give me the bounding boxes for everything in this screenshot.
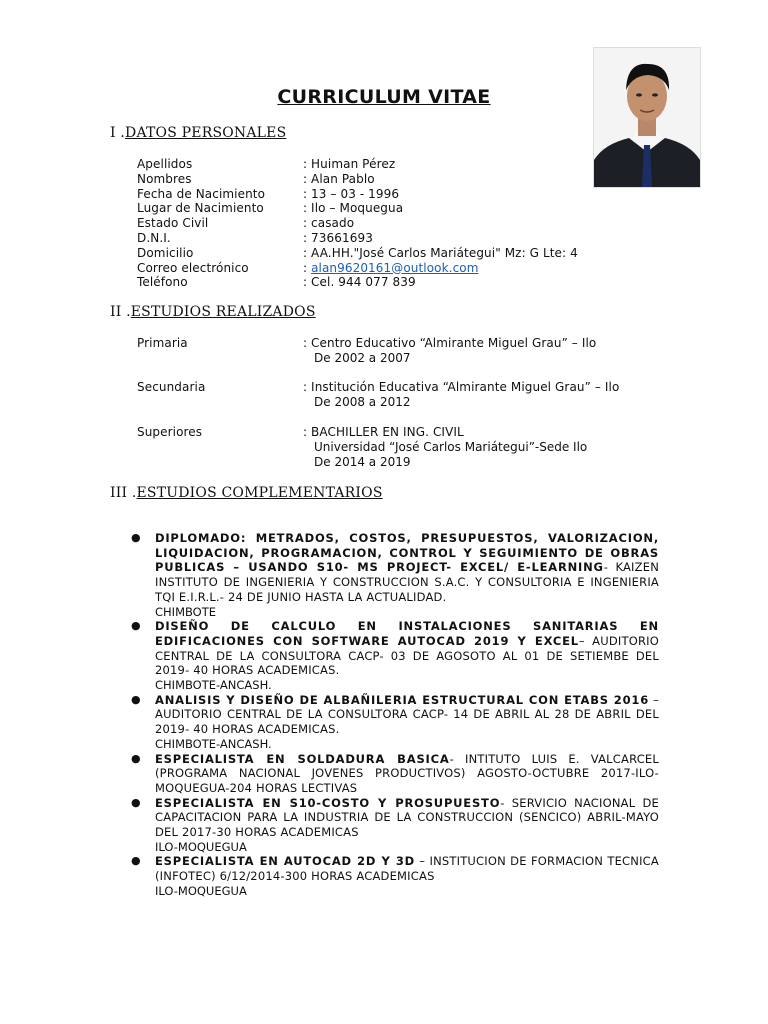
field-value xyxy=(303,157,395,172)
bullet-icon: ● xyxy=(131,692,141,706)
field-value-text: : xyxy=(303,260,312,275)
study-detail: Universidad “José Carlos Mariátegui”-Sede Ilo xyxy=(314,440,588,454)
course-title: ESPECIALISTA EN SOLDADURA BASICA xyxy=(155,751,450,766)
field-value-text: : casado xyxy=(303,216,355,231)
course-place: ILO-MOQUEGUA xyxy=(155,883,247,898)
email-link[interactable]: alan9620161@outlook.com xyxy=(311,260,479,275)
course-place: CHIMBOTE-ANCASH. xyxy=(155,736,272,751)
field-value-text: : Alan Pablo xyxy=(303,171,375,186)
personal-row xyxy=(137,275,416,290)
bullet-icon: ● xyxy=(131,795,141,809)
field-label: Lugar de Nacimiento xyxy=(137,201,264,216)
course-title: DISEÑO DE CALCULO EN INSTALACIONES SANITARIAS EN EDIFICACIONES CON SOFTWARE AUTOCAD 2019 Y EXCEL xyxy=(155,619,659,648)
field-value xyxy=(303,275,416,290)
field-value-text: : Huiman Pérez xyxy=(303,157,396,171)
study-row xyxy=(137,336,596,351)
personal-row xyxy=(137,231,373,246)
item-text xyxy=(155,752,659,796)
section-number: II . xyxy=(110,304,131,320)
bullet-icon: ● xyxy=(131,531,141,544)
course-title: ESPECIALISTA EN AUTOCAD 2D Y 3D xyxy=(155,854,415,869)
study-row xyxy=(137,380,619,395)
personal-row xyxy=(137,216,354,231)
field-value xyxy=(303,246,578,261)
field-label: Fecha de Nacimiento xyxy=(137,186,266,201)
item-text xyxy=(155,693,659,737)
course-title: ANALISIS Y DISEÑO DE ALBAÑILERIA ESTRUCTURAL CON ETABS 2016 xyxy=(155,692,650,707)
list-item xyxy=(131,619,659,693)
list-item xyxy=(131,531,659,619)
study-detail: De 2002 a 2007 xyxy=(314,351,411,365)
list-item xyxy=(131,752,659,796)
list-item xyxy=(131,796,659,855)
section-title-complementary xyxy=(110,485,383,501)
section-name: ESTUDIOS REALIZADOS xyxy=(130,304,316,320)
field-value xyxy=(303,261,479,276)
section-title-studies xyxy=(110,304,316,320)
bullet-icon: ● xyxy=(131,854,141,868)
study-level: Superiores xyxy=(137,425,203,439)
list-item xyxy=(131,854,659,898)
study-institution: : Centro Educativo “Almirante Miguel Grau” – Ilo xyxy=(303,336,597,350)
field-label: Correo electrónico xyxy=(137,260,249,275)
field-value-text: : Ilo – Moquegua xyxy=(303,201,404,216)
course-detail: - SERVICIO NACIONAL DE CAPACITACION PARA LA INDUSTRIA DE LA CONSTRUCCION (SENCICO) ABRIL-MAYO DEL 2017-30 HORAS ACADEMICAS xyxy=(155,795,660,840)
field-value-text: : AA.HH."José Carlos Mariátegui" Mz: G Lte: 4 xyxy=(303,245,578,260)
bullet-icon: ● xyxy=(131,619,141,633)
profile-photo xyxy=(593,47,701,188)
field-label: Estado Civil xyxy=(137,216,209,231)
field-value xyxy=(303,231,373,246)
personal-row xyxy=(137,172,375,187)
field-label: Domicilio xyxy=(137,245,194,260)
field-value-text: : 73661693 xyxy=(303,231,373,245)
complementary-studies-list xyxy=(131,531,659,899)
study-detail: De 2014 a 2019 xyxy=(314,455,411,469)
item-text xyxy=(155,619,659,678)
field-label: Nombres xyxy=(137,171,192,186)
course-place: ILO-MOQUEGUA xyxy=(155,839,247,854)
course-detail: - INTITUTO LUIS E. VALCARCEL (PROGRAMA NACIONAL JOVENES PRODUCTIVOS) AGOSTO-OCTUBRE 2017-ILO-MOQUEGUA-204 HORAS LECTIVAS xyxy=(155,751,659,795)
study-row xyxy=(137,425,464,440)
item-text xyxy=(155,796,659,840)
field-value xyxy=(303,172,375,187)
field-value xyxy=(303,201,403,216)
course-detail: – AUDITORIO CENTRAL DE LA CONSULTORA CACP- 14 DE ABRIL AL 28 DE ABRIL DEL 2019- 40 HORAS ACADEMICAS. xyxy=(155,692,659,737)
field-label: D.N.I. xyxy=(137,231,171,245)
study-level: Secundaria xyxy=(137,380,206,394)
list-item xyxy=(131,693,659,752)
field-value xyxy=(303,187,399,202)
study-institution: : Institución Educativa “Almirante Miguel Grau” – Ilo xyxy=(303,380,620,394)
study-institution: : BACHILLER EN ING. CIVIL xyxy=(303,425,464,439)
section-title-personal xyxy=(110,125,286,141)
personal-row xyxy=(137,157,395,172)
study-level: Primaria xyxy=(137,336,188,350)
course-detail: – AUDITORIO CENTRAL DE LA CONSULTORA CACP- 03 DE AGOSOTO AL 01 DE SETIEMBE DEL 2019- 40 HORAS ACADEMICAS. xyxy=(155,633,659,678)
study-detail: De 2008 a 2012 xyxy=(314,395,411,409)
item-text xyxy=(155,531,659,605)
field-value-text: : 13 – 03 - 1996 xyxy=(303,186,400,201)
personal-row xyxy=(137,261,479,276)
course-place: CHIMBOTE-ANCASH. xyxy=(155,678,272,693)
field-label: Apellidos xyxy=(137,157,193,171)
page-title: CURRICULUM VITAE xyxy=(277,86,491,108)
section-number: I . xyxy=(110,125,126,141)
field-value xyxy=(303,216,354,231)
personal-row xyxy=(137,246,578,261)
section-number: III . xyxy=(110,485,137,501)
course-title: DIPLOMADO: METRADOS, COSTOS, PRESUPUESTOS, VALORIZACION, LIQUIDACION, PROGRAMACION, CONTROL Y SEGUIMIENTO DE OBRAS PUBLICAS – USANDO S10- MS PROJECT- EXCEL/ E-LEARNING xyxy=(155,531,659,575)
field-label: Teléfono xyxy=(137,275,188,290)
section-name: ESTUDIOS COMPLEMENTARIOS xyxy=(136,485,383,501)
section-name: DATOS PERSONALES xyxy=(125,125,287,141)
personal-row xyxy=(137,201,403,216)
course-place: CHIMBOTE xyxy=(155,604,217,619)
field-value-text: : Cel. 944 077 839 xyxy=(303,275,416,290)
personal-row xyxy=(137,187,399,202)
item-text xyxy=(155,854,659,883)
course-detail: - KAIZEN INSTITUTO DE INGENIERIA Y CONSTRUCCION S.A.C. Y CONSULTORIA E INGENIERIA TQI E.I.R.L.- 24 DE JUNIO HASTA LA ACTUALIDAD. xyxy=(155,560,659,604)
course-detail: – INSTITUCION DE FORMACION TECNICA (INFOTEC) 6/12/2014-300 HORAS ACADEMICAS xyxy=(155,854,659,884)
bullet-icon: ● xyxy=(131,751,141,765)
course-title: ESPECIALISTA EN S10-COSTO Y PROSUPUESTO xyxy=(155,795,501,810)
